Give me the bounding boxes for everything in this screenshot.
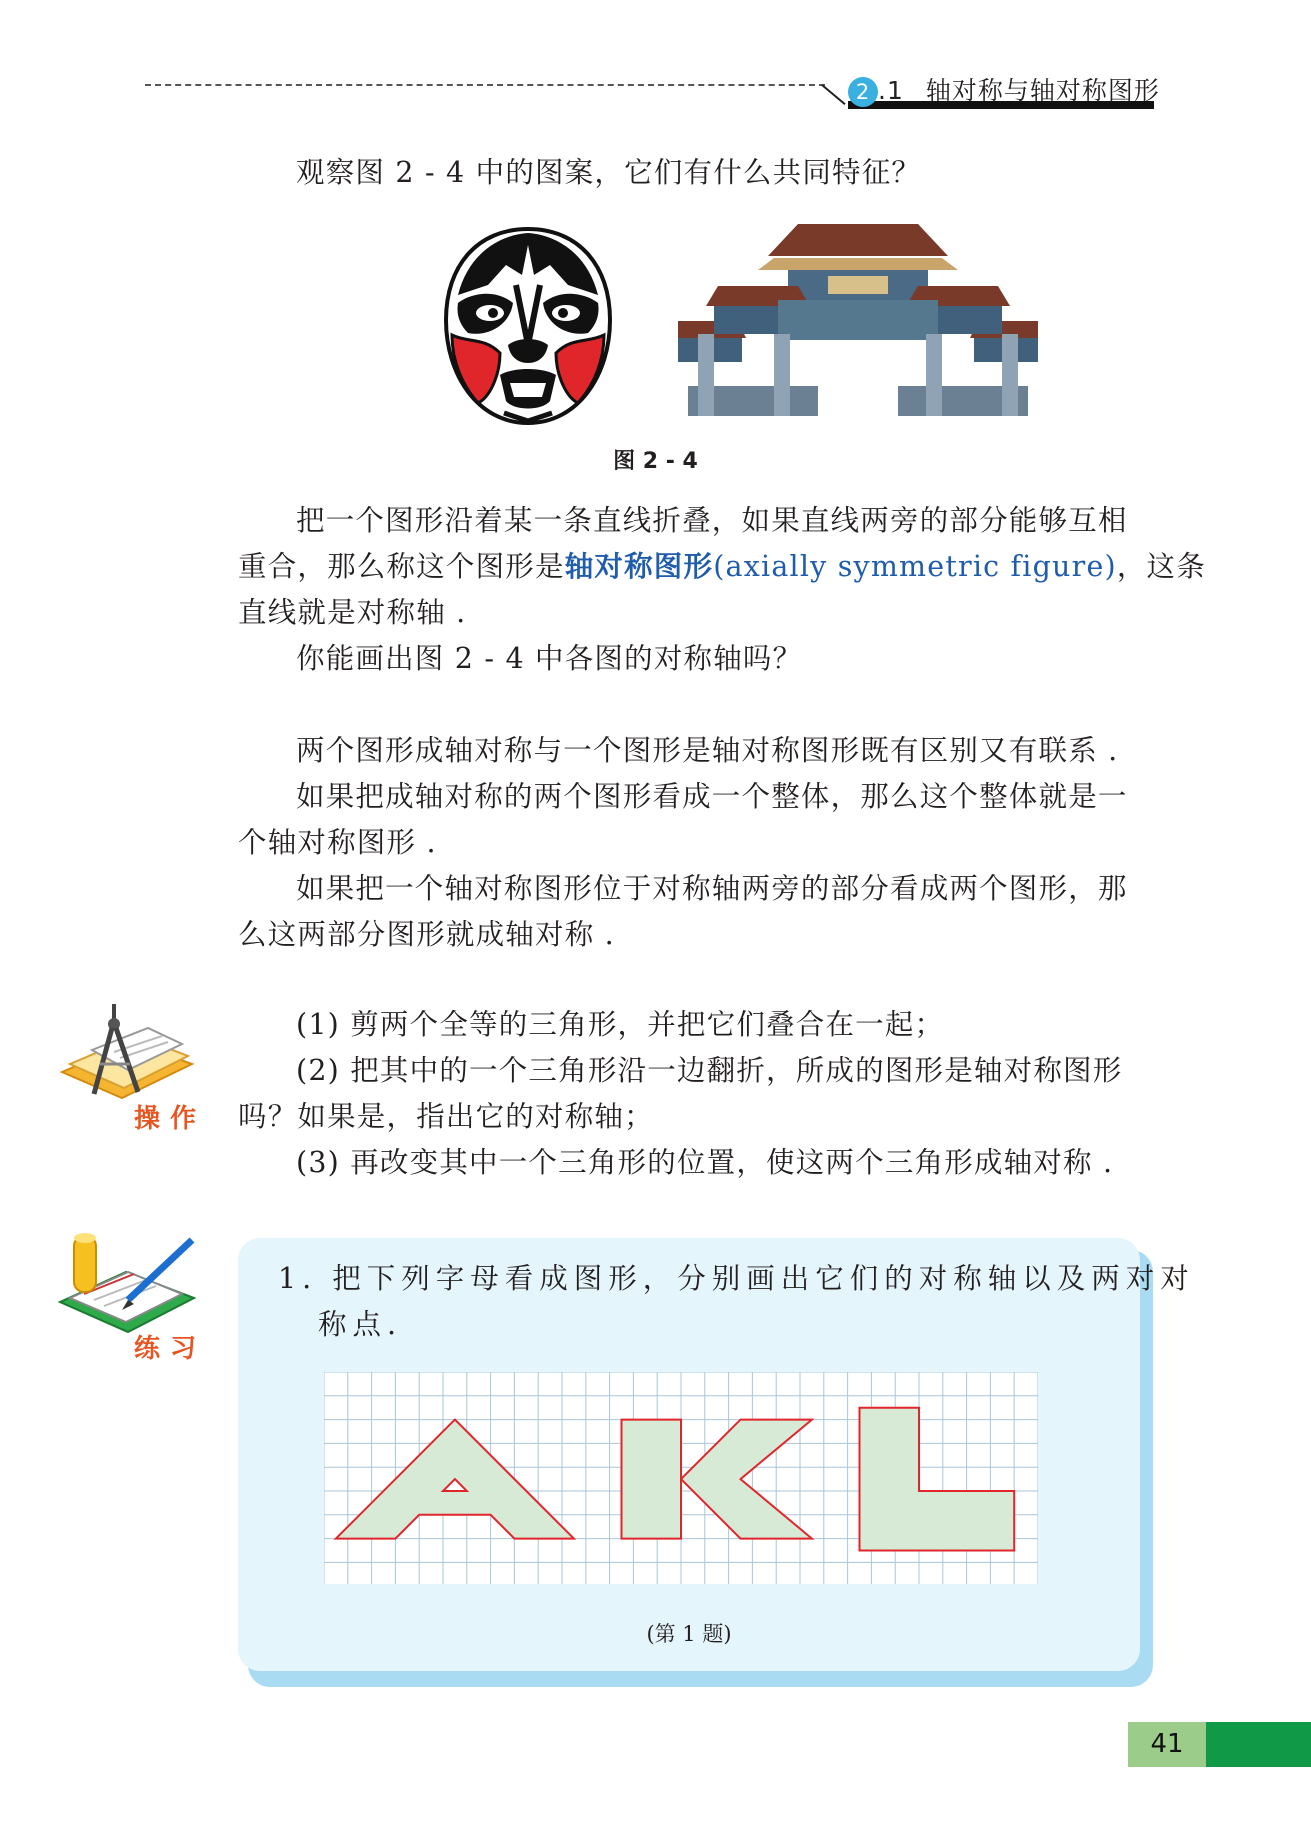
compass-paper-icon xyxy=(52,1002,202,1112)
relation-b-line-1: 如果把一个轴对称图形位于对称轴两旁的部分看成两个图形，那 xyxy=(296,872,1128,905)
figure-2-4-caption: 图 2 - 4 xyxy=(613,449,698,474)
observe-prompt: 观察图 2 - 4 中的图案，它们有什么共同特征？ xyxy=(296,156,922,189)
relation-a-line-1: 如果把成轴对称的两个图形看成一个整体，那么这个整体就是一 xyxy=(296,780,1128,813)
page-number: 41 xyxy=(1150,1729,1184,1759)
letter-grid-figure xyxy=(324,1372,1038,1584)
page-number-tab-accent xyxy=(1206,1722,1311,1767)
relation-a-line-2: 个轴对称图形 . xyxy=(238,826,437,859)
definition-line-2-prefix: 重合，那么称这个图形是 xyxy=(238,550,565,583)
definition-line-2 xyxy=(238,544,1206,590)
operation-step-3: (3) 再改变其中一个三角形的位置，使这两个三角形成轴对称 . xyxy=(296,1146,1114,1179)
definition-term-english: (axially symmetric figure) xyxy=(713,550,1117,583)
operation-label: 操作 xyxy=(134,1104,207,1134)
definition-line-1: 把一个图形沿着某一条直线折叠，如果直线两旁的部分能够互相 xyxy=(296,504,1128,537)
definition-line-3: 直线就是对称轴 . xyxy=(238,596,467,629)
definition-line-2-suffix: ，这条 xyxy=(1116,550,1206,583)
relation-b-line-2: 么这两部分图形就成轴对称 . xyxy=(238,918,615,951)
opera-mask-image xyxy=(438,225,618,427)
section-heading xyxy=(848,71,1160,107)
axes-question: 你能画出图 2 - 4 中各图的对称轴吗？ xyxy=(296,642,803,675)
operation-step-1: (1) 剪两个全等的三角形，并把它们叠合在一起； xyxy=(296,1008,945,1041)
section-subnumber: .1 xyxy=(878,76,904,105)
exercise-q1-line-2: 称点. xyxy=(318,1308,403,1341)
header-slant-rule xyxy=(821,84,845,105)
notebook-pencil-icon xyxy=(54,1228,204,1338)
relation-intro: 两个图形成轴对称与一个图形是轴对称图形既有区别又有联系 . xyxy=(296,734,1119,767)
section-title: 轴对称与轴对称图形 xyxy=(925,76,1160,105)
exercise-q1-line-1: 1. 把下列字母看成图形，分别画出它们的对称轴以及两对对 xyxy=(278,1262,1195,1295)
header-dashed-rule xyxy=(145,84,825,86)
memorial-gate-image xyxy=(678,216,1038,416)
exercise-figure-caption: (第 1 题) xyxy=(646,1622,732,1646)
exercise-label: 练习 xyxy=(134,1334,207,1364)
operation-step-2-line-2: 吗？如果是，指出它的对称轴； xyxy=(238,1100,654,1133)
section-number-badge: 2 xyxy=(848,77,878,107)
definition-term: 轴对称图形 xyxy=(564,550,714,583)
operation-step-2-line-1: (2) 把其中的一个三角形沿一边翻折，所成的图形是轴对称图形 xyxy=(296,1054,1123,1087)
